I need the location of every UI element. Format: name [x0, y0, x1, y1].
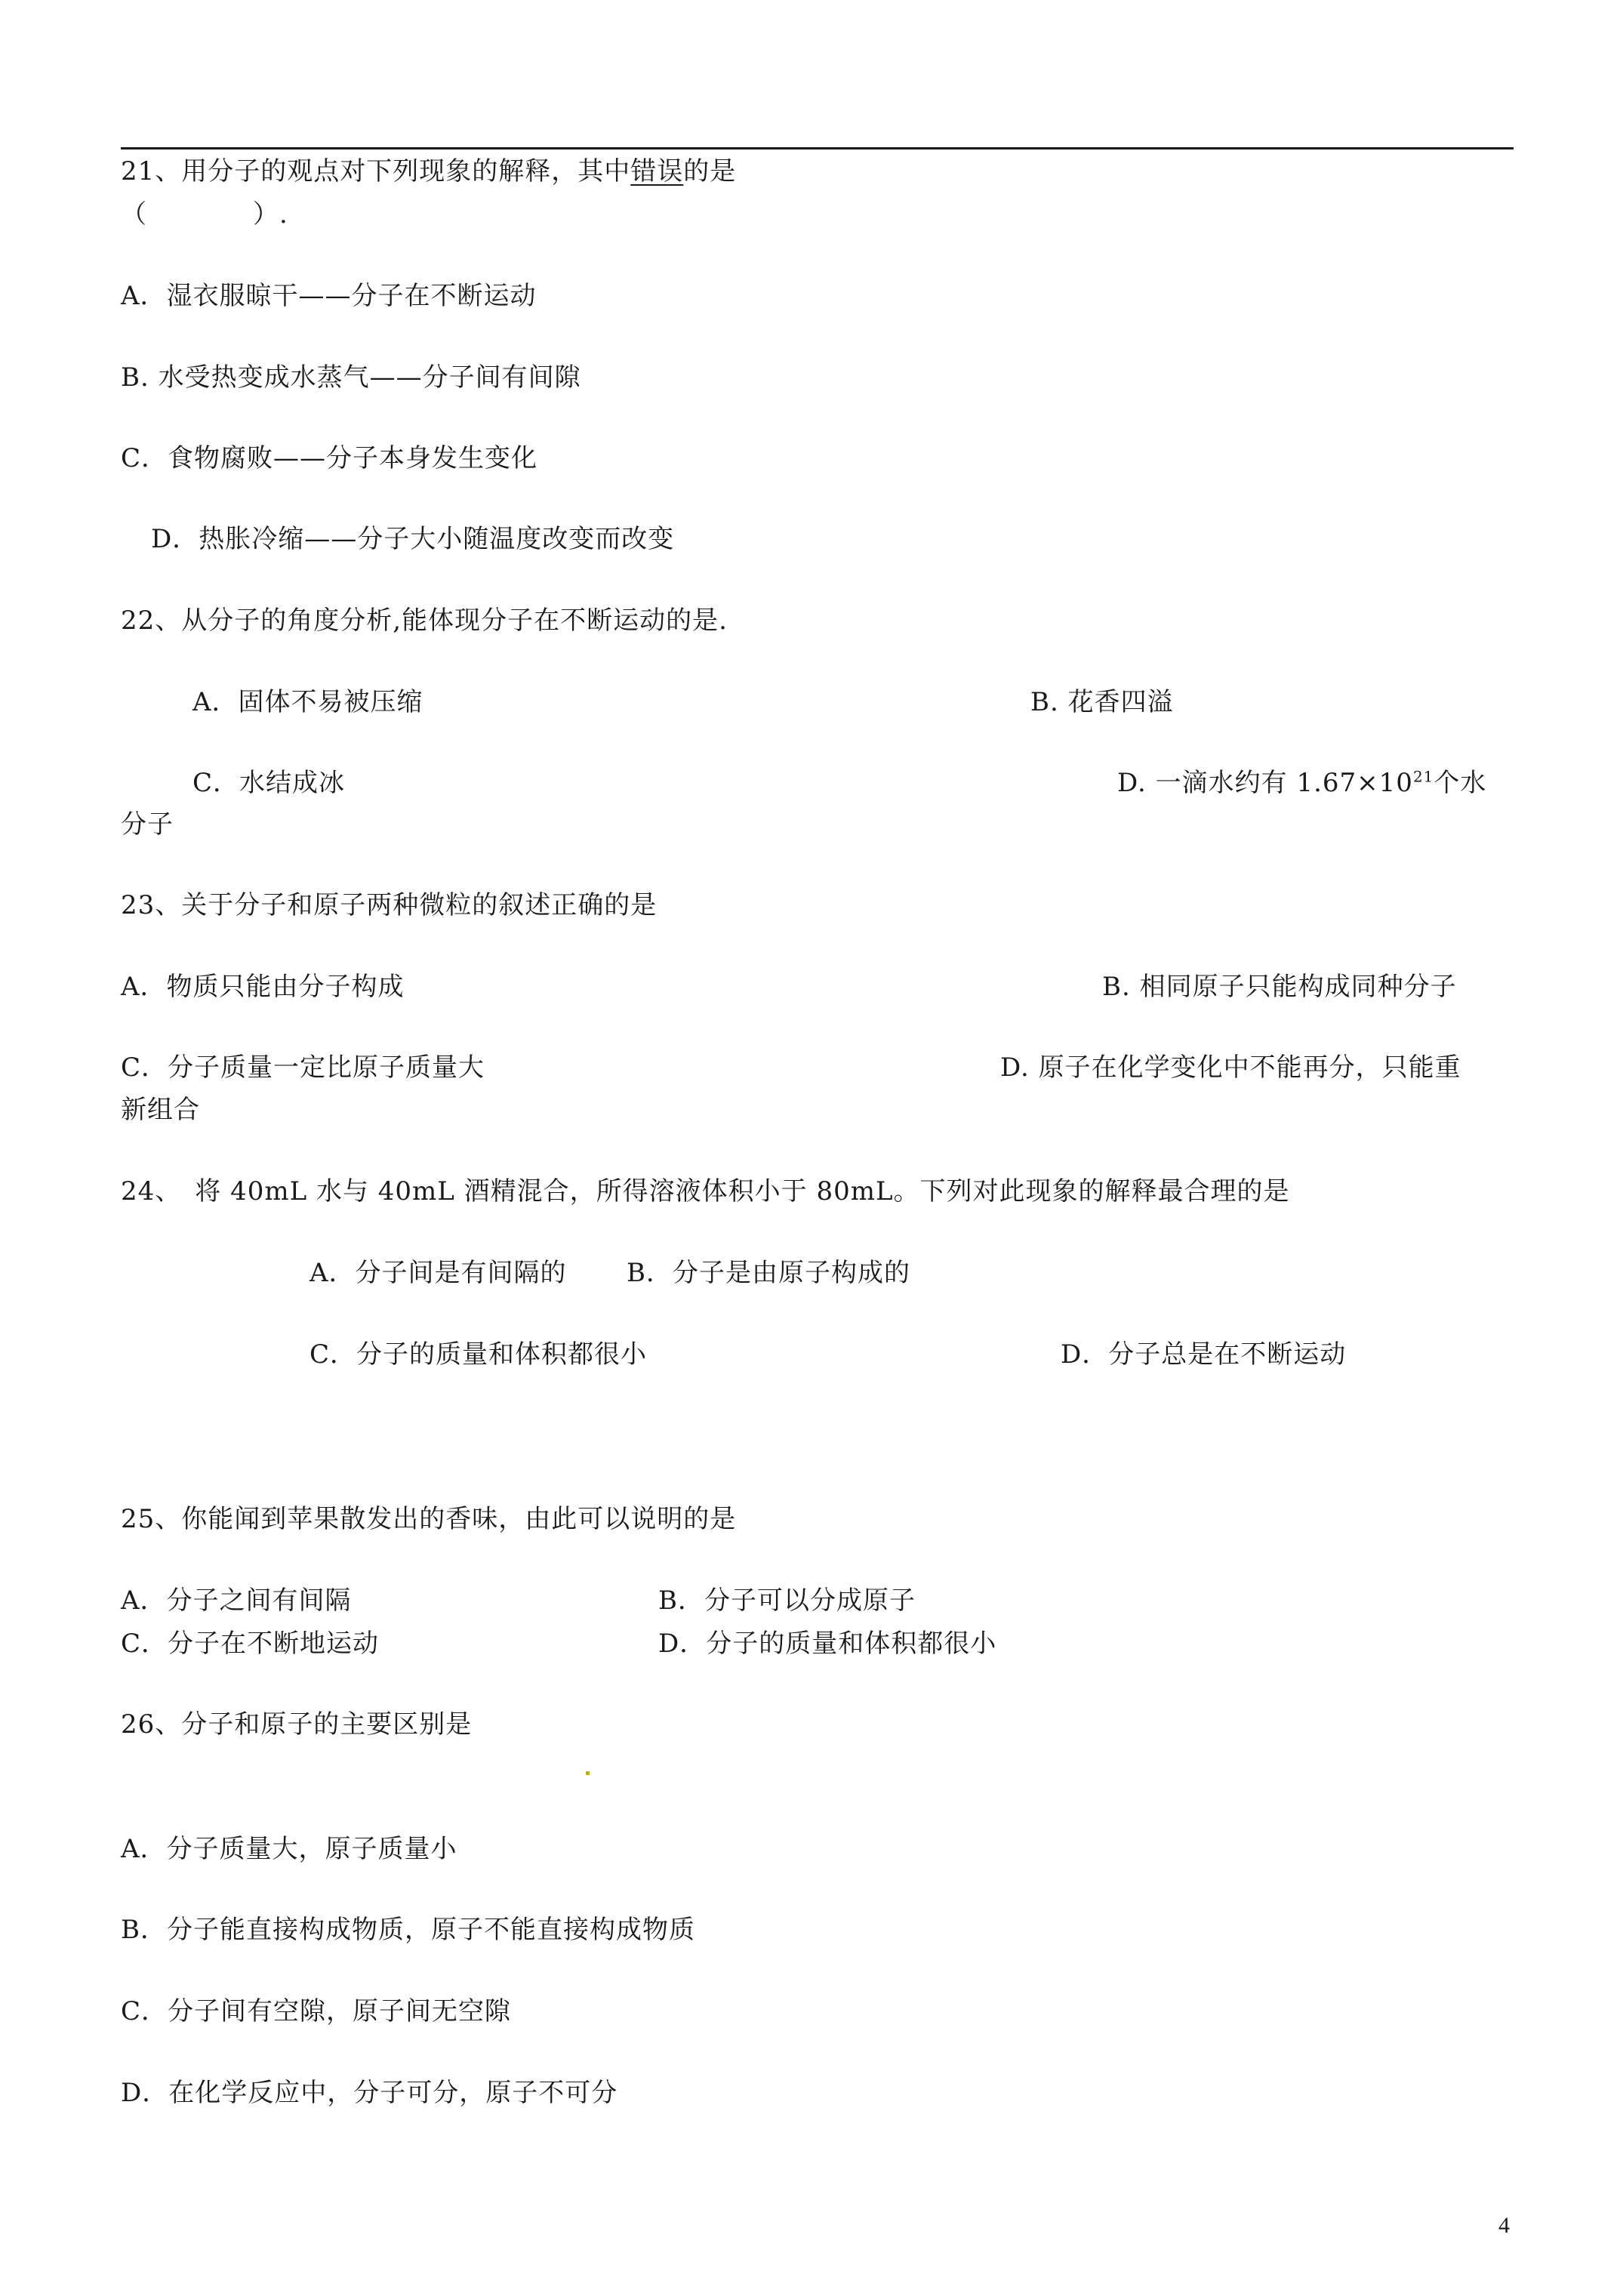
scan-speck — [586, 1771, 590, 1775]
q24-option-b: B．分子是由原子构成的 — [627, 1258, 910, 1288]
q23-option-d-wrap: 新组合 — [121, 1095, 200, 1125]
q25-option-b: B．分子可以分成原子 — [658, 1586, 916, 1616]
q21-option-b: B. 水受热变成水蒸气——分子间有间隙 — [121, 362, 581, 393]
page-number: 4 — [1498, 2213, 1510, 2238]
q22-option-d-end: 个水 — [1434, 768, 1487, 798]
q22-option-c: C．水结成冰 — [192, 768, 346, 798]
q23-option-c: C．分子质量一定比原子质量大 — [121, 1052, 485, 1083]
q26-option-b: B．分子能直接构成物质，原子不能直接构成物质 — [121, 1915, 695, 1945]
q23-option-a: A．物质只能由分子构成 — [121, 972, 405, 1002]
q22-option-d — [1117, 766, 1486, 800]
q21-option-c: C．食物腐败——分子本身发生变化 — [121, 443, 538, 473]
q26-stem: 26、分子和原子的主要区别是 — [121, 1709, 473, 1740]
q23-option-d: D. 原子在化学变化中不能再分，只能重 — [1000, 1052, 1461, 1083]
q23-option-b: B. 相同原子只能构成同种分子 — [1102, 972, 1457, 1002]
q24-stem: 24、 将 40mL 水与 40mL 酒精混合，所得溶液体积小于 80mL。下列对此现象的解释最合理的是 — [121, 1176, 1290, 1207]
q26-option-d: D．在化学反应中，分子可分，原子不可分 — [121, 2078, 618, 2108]
q21-stem-text: 21、用分子的观点对下列现象的解释，其中 — [121, 156, 631, 186]
q26-option-a: A．分子质量大，原子质量小 — [121, 1834, 457, 1864]
q21-option-a: A．湿衣服晾干——分子在不断运动 — [121, 281, 537, 311]
q25-stem: 25、你能闻到苹果散发出的香味，由此可以说明的是 — [121, 1504, 737, 1534]
q25-option-a: A．分子之间有间隔 — [121, 1586, 352, 1616]
q24-option-c: C．分子的质量和体积都很小 — [310, 1339, 648, 1370]
q21-answer-blank: （ ）. — [121, 199, 288, 230]
q22-option-a: A．固体不易被压缩 — [192, 687, 423, 717]
q22-option-d-wrap: 分子 — [121, 809, 174, 840]
q25-option-c: C．分子在不断地运动 — [121, 1629, 380, 1659]
q21-stem-underlined: 错误 — [630, 156, 684, 186]
q24-option-a: A．分子间是有间隔的 — [310, 1258, 567, 1288]
q21-option-d: D．热胀冷缩——分子大小随温度改变而改变 — [151, 524, 675, 554]
header-rule — [121, 147, 1514, 149]
q22-option-d-exponent: 21 — [1412, 767, 1434, 786]
q21-stem — [121, 155, 736, 188]
q22-option-b: B. 花香四溢 — [1030, 687, 1174, 717]
q23-stem: 23、关于分子和原子两种微粒的叙述正确的是 — [121, 890, 658, 920]
q21-stem-end: 的是 — [683, 156, 737, 186]
q26-option-c: C．分子间有空隙，原子间无空隙 — [121, 1996, 512, 2026]
q24-option-d: D．分子总是在不断运动 — [1061, 1339, 1347, 1370]
q22-option-d-text: D. 一滴水约有 1.67×10 — [1117, 768, 1413, 798]
q25-option-d: D．分子的质量和体积都很小 — [658, 1629, 997, 1659]
q22-stem: 22、从分子的角度分析,能体现分子在不断运动的是. — [121, 606, 728, 636]
